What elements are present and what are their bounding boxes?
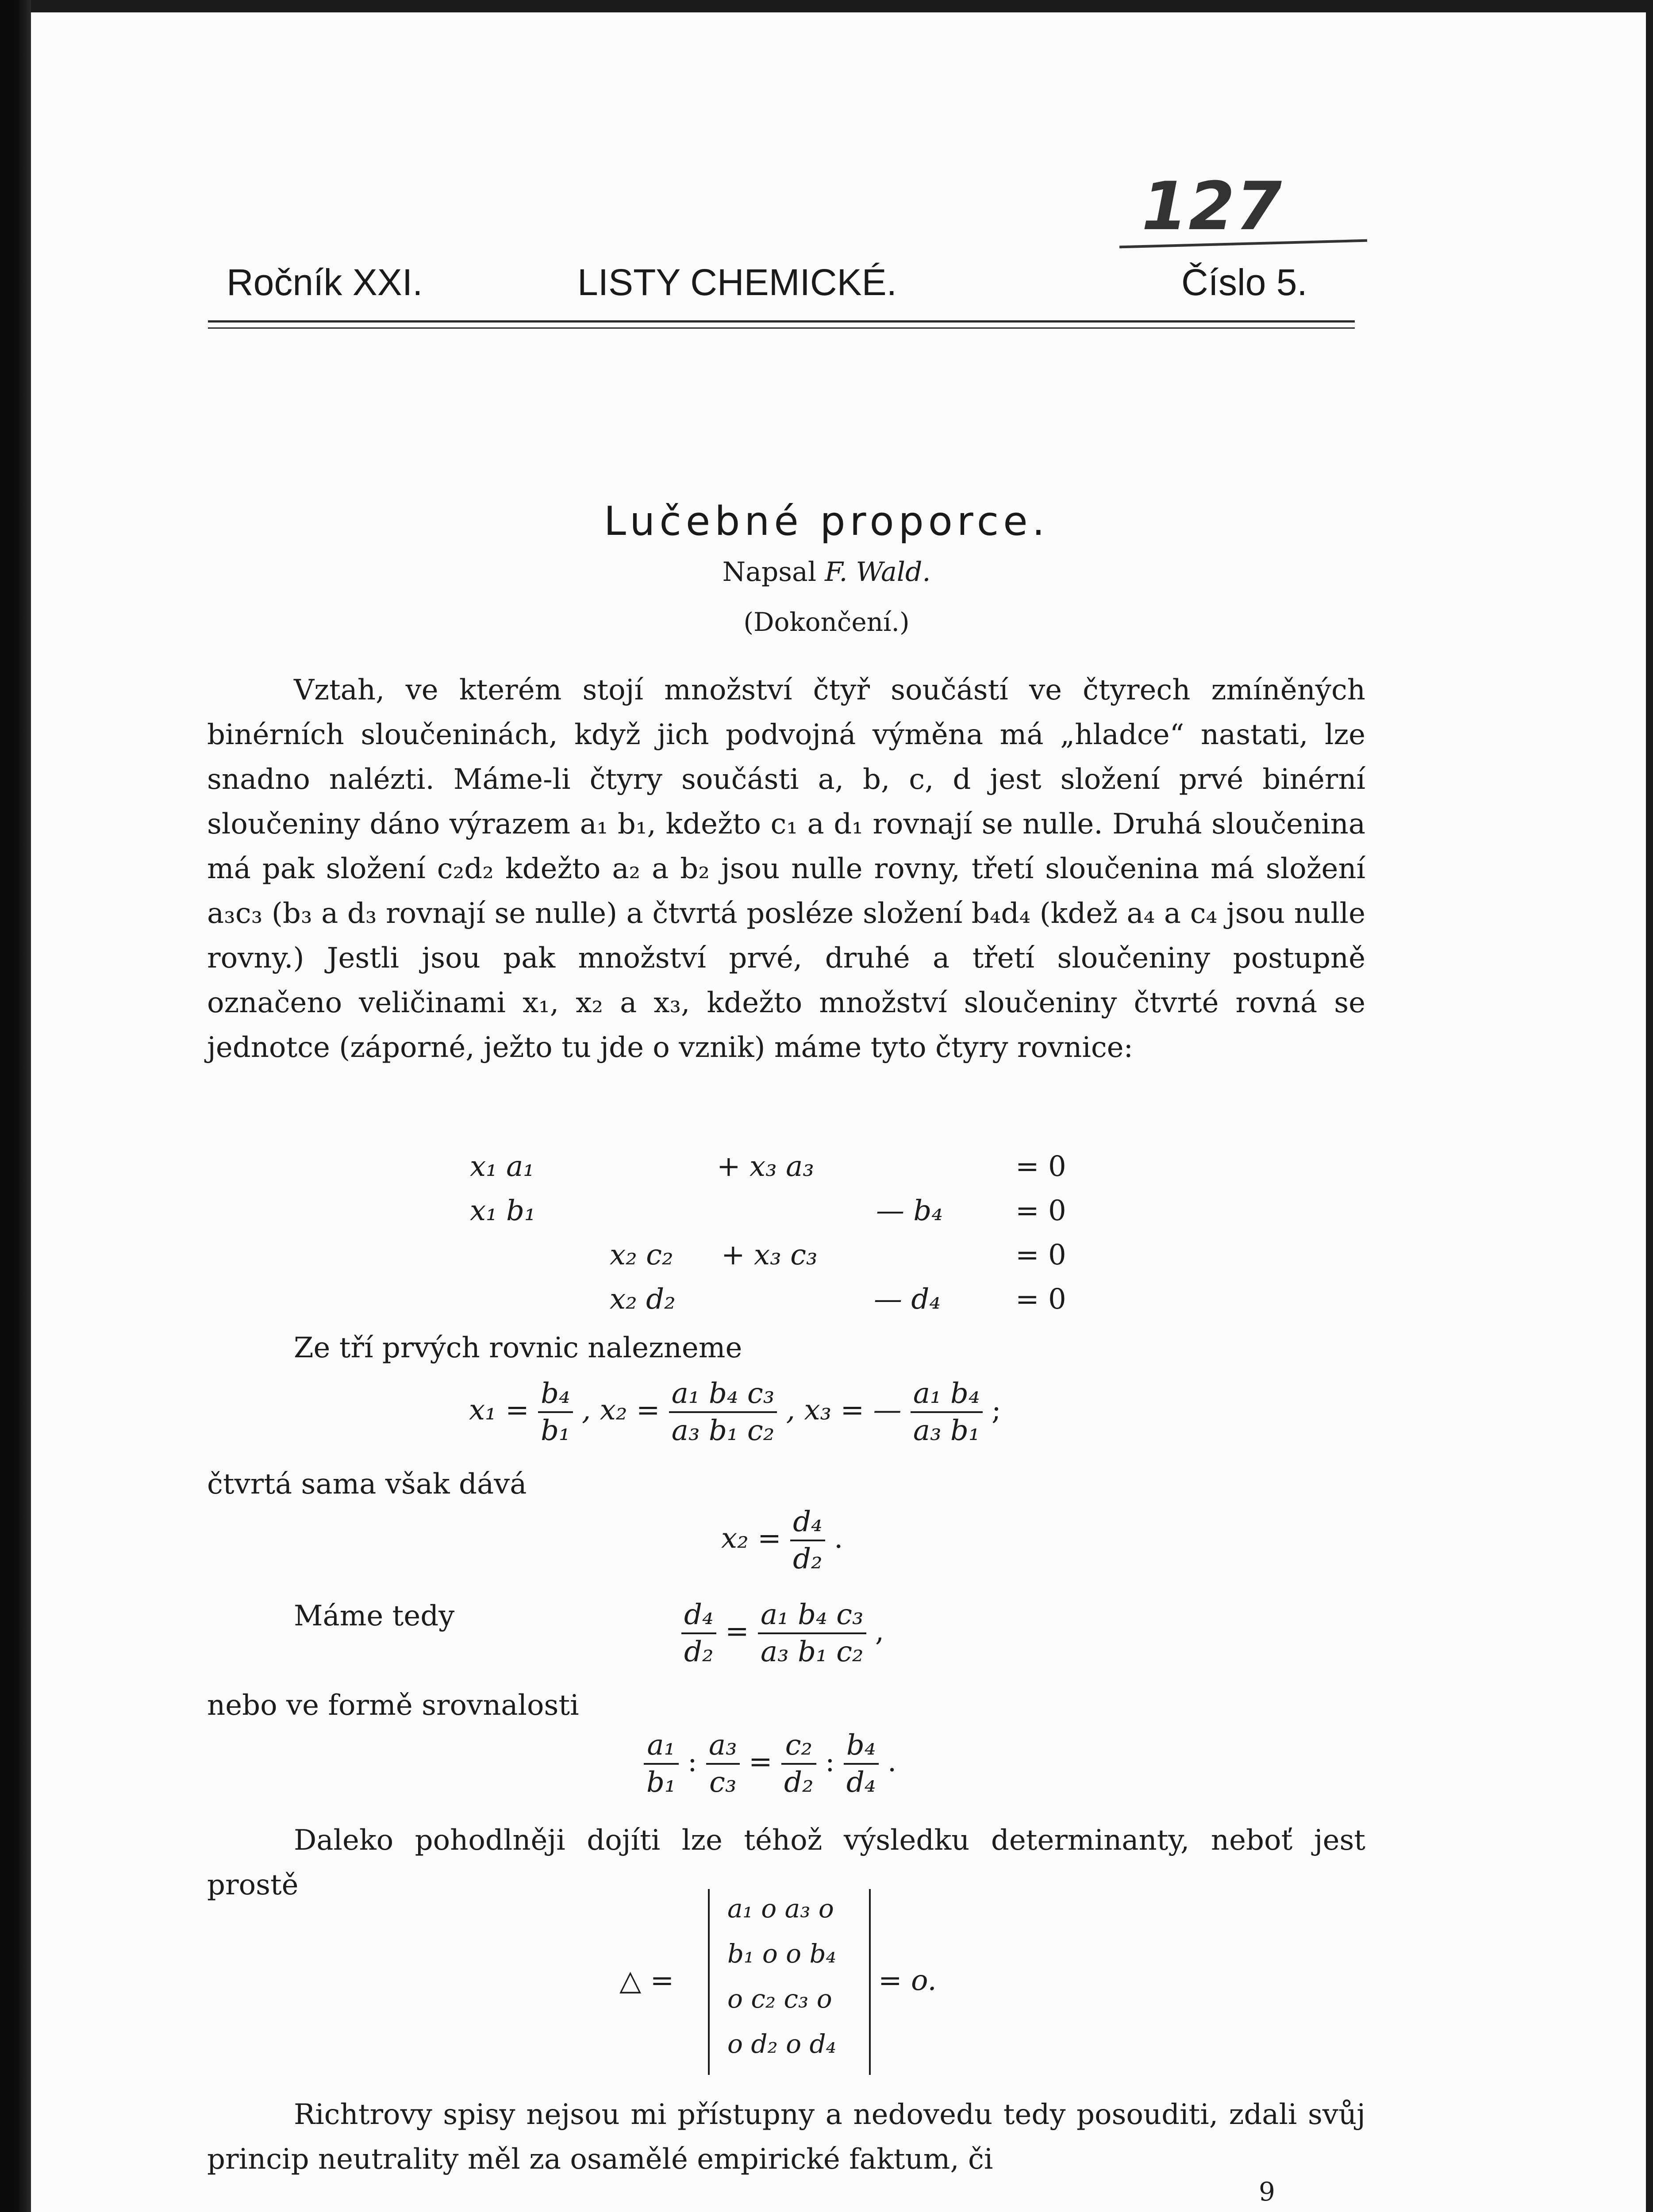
continuation-note: (Dokončení.) bbox=[743, 607, 910, 637]
header-journal: LISTY CHEMICKÉ. bbox=[577, 261, 897, 303]
x1-lhs: x₁ = bbox=[469, 1394, 529, 1427]
prop-fraction-3 bbox=[781, 1728, 816, 1800]
x1-numerator: b₄ bbox=[538, 1376, 573, 1413]
text-three-equations: Ze tří prvých rovnic nalezneme bbox=[294, 1332, 742, 1364]
x2-numerator: a₁ b₄ c₃ bbox=[669, 1376, 777, 1413]
proportion-formula bbox=[644, 1728, 896, 1800]
paragraph-1: Vztah, ve kterém stojí množství čtyř součástí ve čtyrech zmíněných binérních sloučeninách, když jich podvojná výměna má „hladce“ nastati, lze snadno nalézti. Máme-li čtyry součásti a, b, c, d jest složení prvé binérní sloučeniny dáno výrazem a₁ b₁, kdežto c₁ a d₁ rovnají se nulle. Druhá sloučenina má pak složení c₂d₂ kdežto a₂ a b₂ jsou nulle rovny, třetí sloučenina má složení a₃c₃ (b₃ a d₃ rovnají se nulle) a čtvrtá posléze složení b₄d₄ (kdež a₄ a c₄ jsou nulle rovny.) Jestli jsou pak množství prvé, druhé a třetí sloučeniny postupně označeno veličinami x₁, x₂ a x₃, kdežto množství sloučeniny čtvrté rovná se jednotce (záporné, ježto tu jde o vznik) máme tyto čtyry rovnice: bbox=[207, 674, 1365, 1064]
prop-fraction-4 bbox=[844, 1728, 879, 1800]
eq-rhs: = 0 bbox=[1015, 1150, 1066, 1183]
eq-term: x₁ a₁ bbox=[470, 1150, 534, 1183]
eq-term: x₂ d₂ bbox=[610, 1283, 676, 1316]
text-tedy: Máme tedy bbox=[294, 1600, 455, 1632]
tedy-end: , bbox=[875, 1615, 884, 1648]
author-name: F. Wald. bbox=[825, 557, 931, 588]
prop-num-1: a₁ bbox=[644, 1728, 679, 1765]
eq-term: — b₄ bbox=[876, 1194, 943, 1227]
article-byline bbox=[0, 557, 1653, 588]
determinant-matrix bbox=[708, 1889, 871, 2075]
text-fourth: čtvrtá sama však dává bbox=[207, 1468, 527, 1501]
paragraph-2: Daleko pohodlněji dojíti lze téhož výsledku determinanty, neboť jest prostě bbox=[207, 1824, 1365, 1901]
det-row: b₁ o o b₄ bbox=[727, 1939, 836, 1969]
det-row: a₁ o a₃ o bbox=[727, 1893, 834, 1924]
tedy-right-denominator: a₃ b₁ c₂ bbox=[760, 1636, 864, 1668]
article-title: Lučebné proporce. bbox=[604, 498, 1049, 545]
equation-row bbox=[0, 1194, 1653, 1239]
page-number: 9 bbox=[1259, 2177, 1275, 2207]
determinant-rhs: = o. bbox=[878, 1964, 937, 1997]
solutions-formula bbox=[469, 1376, 1001, 1448]
prop-colon-2: : bbox=[825, 1745, 835, 1778]
tedy-formula bbox=[681, 1597, 884, 1670]
handwritten-page-number: 127 bbox=[1142, 168, 1283, 245]
solutions-end: ; bbox=[991, 1394, 1001, 1427]
fourth-fraction bbox=[790, 1504, 825, 1577]
eq-rhs: = 0 bbox=[1015, 1283, 1066, 1316]
prop-den-3: d₂ bbox=[784, 1766, 814, 1799]
x1-denominator: b₁ bbox=[541, 1414, 570, 1447]
eq-rhs: = 0 bbox=[1015, 1194, 1066, 1227]
header-volume: Ročník XXI. bbox=[227, 261, 423, 303]
tedy-left-fraction bbox=[681, 1597, 716, 1670]
prop-num-3: c₂ bbox=[781, 1728, 816, 1765]
prop-fraction-1 bbox=[644, 1728, 679, 1800]
scan-border bbox=[0, 0, 31, 2212]
tedy-left-numerator: d₄ bbox=[681, 1597, 716, 1634]
eq-term: + x₃ c₃ bbox=[721, 1239, 818, 1271]
prop-fraction-2 bbox=[706, 1728, 740, 1800]
fourth-lhs: x₂ = bbox=[721, 1522, 781, 1555]
det-row: o c₂ c₃ o bbox=[727, 1984, 832, 2014]
x2-fraction bbox=[669, 1376, 777, 1448]
tedy-left-denominator: d₂ bbox=[684, 1636, 714, 1668]
eq-term: + x₃ a₃ bbox=[717, 1150, 814, 1183]
prop-equals: = bbox=[749, 1745, 773, 1778]
eq-rhs: = 0 bbox=[1015, 1239, 1066, 1271]
x2-lhs: , x₂ = bbox=[582, 1394, 660, 1427]
fourth-numerator: d₄ bbox=[790, 1504, 825, 1541]
eq-term: x₂ c₂ bbox=[610, 1239, 673, 1271]
x3-denominator: a₃ b₁ bbox=[913, 1414, 980, 1447]
prop-den-4: d₄ bbox=[846, 1766, 876, 1799]
x3-lhs: , x₃ = — bbox=[786, 1394, 902, 1427]
equation-row bbox=[0, 1150, 1653, 1194]
prop-num-4: b₄ bbox=[844, 1728, 879, 1765]
eq-term: x₁ b₁ bbox=[470, 1194, 536, 1227]
header-rule-thin bbox=[208, 327, 1355, 329]
prop-num-2: a₃ bbox=[706, 1728, 740, 1765]
header-issue: Číslo 5. bbox=[1181, 261, 1307, 303]
header-rule bbox=[208, 320, 1355, 323]
fourth-end: . bbox=[834, 1522, 843, 1555]
tedy-right-fraction bbox=[758, 1597, 866, 1670]
text-forme: nebo ve formě srovnalosti bbox=[207, 1689, 579, 1722]
prop-den-2: c₃ bbox=[709, 1766, 737, 1799]
tedy-equals: = bbox=[725, 1615, 749, 1648]
fourth-denominator: d₂ bbox=[793, 1543, 823, 1575]
byline-prefix: Napsal bbox=[722, 557, 817, 588]
prop-end: . bbox=[887, 1745, 897, 1778]
equation-row bbox=[0, 1239, 1653, 1283]
determinant-lhs: △ = bbox=[619, 1964, 674, 1997]
x3-fraction bbox=[911, 1376, 983, 1448]
det-row: o d₂ o d₄ bbox=[727, 2029, 836, 2059]
tedy-right-numerator: a₁ b₄ c₃ bbox=[758, 1597, 866, 1634]
fourth-formula bbox=[721, 1504, 843, 1577]
paragraph-3: Richtrovy spisy nejsou mi přístupny a nedovedu tedy posouditi, zdali svůj princip neutrality měl za osamělé empirické faktum, či bbox=[207, 2098, 1365, 2176]
prop-colon-1: : bbox=[687, 1745, 697, 1778]
x2-denominator: a₃ b₁ c₂ bbox=[671, 1414, 775, 1447]
equation-row bbox=[0, 1283, 1653, 1327]
eq-term: — d₄ bbox=[874, 1283, 941, 1316]
x3-numerator: a₁ b₄ bbox=[911, 1376, 983, 1413]
x1-fraction bbox=[538, 1376, 573, 1448]
prop-den-1: b₁ bbox=[646, 1766, 676, 1799]
